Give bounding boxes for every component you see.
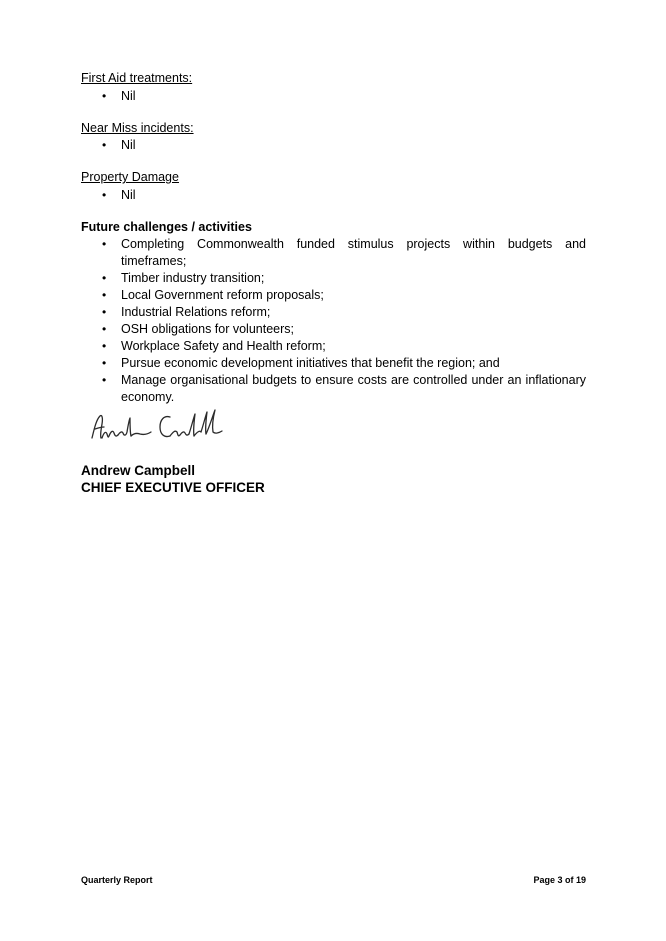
list-item <box>0 304 666 321</box>
list-item-text: Nil <box>121 138 136 152</box>
list-item <box>0 270 666 287</box>
list-item <box>0 187 666 204</box>
bullet-icon: • <box>102 138 107 152</box>
near-miss-heading: Near Miss incidents: <box>81 121 194 135</box>
list-item <box>0 236 666 270</box>
list-item-text: Nil <box>121 89 136 103</box>
list-item-text: Pursue economic development initiatives that benefit the region; and <box>121 356 500 370</box>
list-item <box>0 338 666 355</box>
future-challenges-heading: Future challenges / activities <box>81 220 252 234</box>
bullet-icon: • <box>102 356 107 370</box>
footer-page-number: Page 3 of 19 <box>533 875 586 885</box>
list-item-text: Completing Commonwealth funded stimulus projects within budgets and timeframes; <box>121 237 586 268</box>
bullet-icon: • <box>102 188 107 202</box>
property-damage-list <box>0 187 666 204</box>
property-damage-heading: Property Damage <box>81 170 179 184</box>
bullet-icon: • <box>102 288 107 302</box>
list-item <box>0 137 666 154</box>
bullet-icon: • <box>102 373 107 387</box>
bullet-icon: • <box>102 339 107 353</box>
list-item <box>0 372 666 406</box>
bullet-icon: • <box>102 271 107 285</box>
list-item-text: Local Government reform proposals; <box>121 288 324 302</box>
bullet-icon: • <box>102 305 107 319</box>
list-item-text: Industrial Relations reform; <box>121 305 271 319</box>
list-item-text: Workplace Safety and Health reform; <box>121 339 326 353</box>
footer-report-title: Quarterly Report <box>81 875 153 885</box>
list-item <box>0 321 666 338</box>
bullet-icon: • <box>102 322 107 336</box>
signatory-title: CHIEF EXECUTIVE OFFICER <box>81 480 265 495</box>
first-aid-heading: First Aid treatments: <box>81 71 193 85</box>
list-item-text: Nil <box>121 188 136 202</box>
list-item-text: Manage organisational budgets to ensure costs are controlled under an inflationary economy. <box>121 373 586 404</box>
signatory-name: Andrew Campbell <box>81 463 196 478</box>
first-aid-list <box>0 88 666 105</box>
bullet-icon: • <box>102 89 107 103</box>
list-item <box>0 88 666 105</box>
list-item <box>0 287 666 304</box>
handwritten-signature-icon <box>88 402 233 447</box>
bullet-icon: • <box>102 237 107 251</box>
future-challenges-list <box>0 236 666 406</box>
near-miss-list <box>0 137 666 154</box>
list-item-text: Timber industry transition; <box>121 271 265 285</box>
list-item-text: OSH obligations for volunteers; <box>121 322 295 336</box>
list-item <box>0 355 666 372</box>
